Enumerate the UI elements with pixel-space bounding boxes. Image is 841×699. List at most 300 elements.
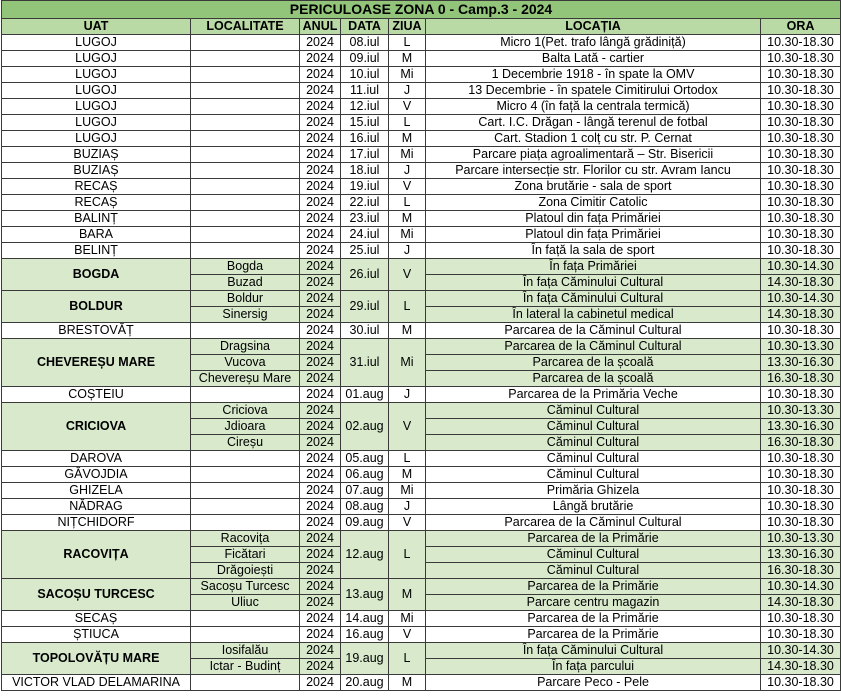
- cell-anul[interactable]: 2024: [300, 355, 341, 371]
- cell-anul[interactable]: 2024: [300, 227, 341, 243]
- table-row: [2, 675, 841, 691]
- cell-ziua[interactable]: Mi: [389, 227, 426, 243]
- table-row: [2, 467, 841, 483]
- cell-locatia[interactable]: Căminul Cultural: [426, 547, 761, 563]
- cell-anul[interactable]: 2024: [300, 163, 341, 179]
- cell-localitate[interactable]: Racovița: [191, 531, 300, 547]
- cell-localitate[interactable]: Boldur: [191, 291, 300, 307]
- cell-ziua[interactable]: V: [389, 627, 426, 643]
- table-row: [2, 643, 841, 659]
- cell-localitate[interactable]: Sacoșu Turcesc: [191, 579, 300, 595]
- cell-uat[interactable]: RECAȘ: [2, 195, 191, 211]
- cell-ziua[interactable]: L: [389, 195, 426, 211]
- cell-ora[interactable]: 10.30-13.30: [761, 403, 841, 419]
- header-data[interactable]: DATA: [341, 19, 389, 35]
- cell-anul[interactable]: 2024: [300, 659, 341, 675]
- cell-ora[interactable]: 10.30-18.30: [761, 243, 841, 259]
- cell-anul[interactable]: 2024: [300, 195, 341, 211]
- cell-ziua[interactable]: Mi: [389, 483, 426, 499]
- cell-data[interactable]: 01.aug: [341, 387, 389, 403]
- cell-locatia[interactable]: Parcarea de la Căminul Cultural: [426, 339, 761, 355]
- cell-locatia[interactable]: Căminul Cultural: [426, 403, 761, 419]
- cell-ora[interactable]: 10.30-14.30: [761, 291, 841, 307]
- cell-ziua[interactable]: J: [389, 83, 426, 99]
- cell-ora[interactable]: 16.30-18.30: [761, 371, 841, 387]
- cell-anul[interactable]: 2024: [300, 499, 341, 515]
- table-row: [2, 35, 841, 51]
- cell-ora[interactable]: 14.30-18.30: [761, 595, 841, 611]
- cell-localitate[interactable]: Sinersig: [191, 307, 300, 323]
- cell-localitate[interactable]: Chevereșu Mare: [191, 371, 300, 387]
- cell-locatia[interactable]: Micro 4 (în față la centrala termică): [426, 99, 761, 115]
- cell-data[interactable]: 09.iul: [341, 51, 389, 67]
- cell-localitate[interactable]: Uliuc: [191, 595, 300, 611]
- cell-data[interactable]: 08.aug: [341, 499, 389, 515]
- cell-locatia[interactable]: Căminul Cultural: [426, 435, 761, 451]
- cell-locatia[interactable]: Parcare intersecție str. Florilor cu str. Avram Iancu: [426, 163, 761, 179]
- cell-ziua[interactable]: L: [389, 451, 426, 467]
- cell-data[interactable]: 14.aug: [341, 611, 389, 627]
- cell-localitate[interactable]: [191, 515, 300, 531]
- table-row: [2, 323, 841, 339]
- cell-anul[interactable]: 2024: [300, 579, 341, 595]
- cell-uat[interactable]: GHIZELA: [2, 483, 191, 499]
- cell-localitate[interactable]: Ficătari: [191, 547, 300, 563]
- table-title[interactable]: PERICULOASE ZONA 0 - Camp.3 - 2024: [2, 1, 841, 19]
- cell-anul[interactable]: 2024: [300, 99, 341, 115]
- cell-uat[interactable]: LUGOJ: [2, 67, 191, 83]
- cell-uat[interactable]: BARA: [2, 227, 191, 243]
- cell-locatia[interactable]: Căminul Cultural: [426, 563, 761, 579]
- cell-ziua[interactable]: V: [389, 515, 426, 531]
- cell-ziua[interactable]: V: [389, 403, 426, 451]
- cell-ziua[interactable]: L: [389, 115, 426, 131]
- title-row: [2, 1, 841, 19]
- cell-ora[interactable]: 10.30-14.30: [761, 259, 841, 275]
- cell-uat[interactable]: SACOȘU TURCESC: [2, 579, 191, 611]
- table-row: [2, 115, 841, 131]
- cell-ora[interactable]: 10.30-18.30: [761, 515, 841, 531]
- cell-uat[interactable]: LUGOJ: [2, 83, 191, 99]
- cell-locatia[interactable]: Cart. Stadion 1 colț cu str. P. Cernat: [426, 131, 761, 147]
- cell-ora[interactable]: 10.30-18.30: [761, 467, 841, 483]
- cell-localitate[interactable]: Criciova: [191, 403, 300, 419]
- cell-locatia[interactable]: Primăria Ghizela: [426, 483, 761, 499]
- cell-anul[interactable]: 2024: [300, 451, 341, 467]
- cell-ora[interactable]: 13.30-16.30: [761, 547, 841, 563]
- cell-ziua[interactable]: V: [389, 259, 426, 291]
- cell-uat[interactable]: LUGOJ: [2, 131, 191, 147]
- cell-uat[interactable]: CHEVEREȘU MARE: [2, 339, 191, 387]
- cell-uat[interactable]: CRICIOVA: [2, 403, 191, 451]
- cell-anul[interactable]: 2024: [300, 547, 341, 563]
- cell-ora[interactable]: 13.30-16.30: [761, 355, 841, 371]
- cell-ziua[interactable]: J: [389, 387, 426, 403]
- cell-ora[interactable]: 16.30-18.30: [761, 435, 841, 451]
- cell-localitate[interactable]: [191, 227, 300, 243]
- cell-locatia[interactable]: Căminul Cultural: [426, 467, 761, 483]
- cell-anul[interactable]: 2024: [300, 467, 341, 483]
- cell-data[interactable]: 19.aug: [341, 643, 389, 675]
- cell-locatia[interactable]: Parcarea de la Primărie: [426, 531, 761, 547]
- cell-anul[interactable]: 2024: [300, 307, 341, 323]
- cell-locatia[interactable]: În fața Primăriei: [426, 259, 761, 275]
- cell-localitate[interactable]: [191, 499, 300, 515]
- cell-anul[interactable]: 2024: [300, 371, 341, 387]
- cell-ziua[interactable]: M: [389, 675, 426, 691]
- cell-localitate[interactable]: Vucova: [191, 355, 300, 371]
- cell-data[interactable]: 13.aug: [341, 579, 389, 611]
- cell-locatia[interactable]: În fața Căminului Cultural: [426, 643, 761, 659]
- cell-localitate[interactable]: [191, 131, 300, 147]
- cell-ziua[interactable]: Mi: [389, 67, 426, 83]
- cell-data[interactable]: 17.iul: [341, 147, 389, 163]
- cell-localitate[interactable]: [191, 195, 300, 211]
- cell-ora[interactable]: 10.30-18.30: [761, 67, 841, 83]
- cell-ora[interactable]: 13.30-16.30: [761, 419, 841, 435]
- cell-locatia[interactable]: Platoul din fața Primăriei: [426, 211, 761, 227]
- cell-uat[interactable]: BUZIAȘ: [2, 147, 191, 163]
- cell-ora[interactable]: 10.30-18.30: [761, 611, 841, 627]
- cell-data[interactable]: 29.iul: [341, 291, 389, 323]
- cell-localitate[interactable]: [191, 243, 300, 259]
- cell-ora[interactable]: 10.30-18.30: [761, 675, 841, 691]
- cell-uat[interactable]: LUGOJ: [2, 51, 191, 67]
- cell-uat[interactable]: SECAȘ: [2, 611, 191, 627]
- table-row: [2, 499, 841, 515]
- cell-uat[interactable]: BALINȚ: [2, 211, 191, 227]
- table-row: [2, 179, 841, 195]
- cell-ziua[interactable]: M: [389, 131, 426, 147]
- cell-ziua[interactable]: Mi: [389, 147, 426, 163]
- cell-anul[interactable]: 2024: [300, 291, 341, 307]
- cell-localitate[interactable]: [191, 99, 300, 115]
- cell-anul[interactable]: 2024: [300, 419, 341, 435]
- cell-ziua[interactable]: L: [389, 291, 426, 323]
- cell-anul[interactable]: 2024: [300, 611, 341, 627]
- header-row: [2, 19, 841, 35]
- header-localitate[interactable]: LOCALITATE: [191, 19, 300, 35]
- cell-ora[interactable]: 10.30-18.30: [761, 499, 841, 515]
- cell-uat[interactable]: BUZIAȘ: [2, 163, 191, 179]
- cell-locatia[interactable]: În fața parcului: [426, 659, 761, 675]
- cell-localitate[interactable]: [191, 163, 300, 179]
- cell-uat[interactable]: NĂDRAG: [2, 499, 191, 515]
- table-row: [2, 51, 841, 67]
- header-ora[interactable]: ORA: [761, 19, 841, 35]
- cell-locatia[interactable]: Parcarea de la Primăria Veche: [426, 387, 761, 403]
- cell-anul[interactable]: 2024: [300, 259, 341, 275]
- table-row: [2, 451, 841, 467]
- cell-localitate[interactable]: Cireșu: [191, 435, 300, 451]
- cell-ora[interactable]: 14.30-18.30: [761, 659, 841, 675]
- cell-data[interactable]: 02.aug: [341, 403, 389, 451]
- spreadsheet: [1, 0, 840, 691]
- cell-ora[interactable]: 10.30-14.30: [761, 643, 841, 659]
- cell-locatia[interactable]: Parcarea de la școală: [426, 355, 761, 371]
- cell-anul[interactable]: 2024: [300, 595, 341, 611]
- table-row: [2, 515, 841, 531]
- cell-uat[interactable]: RECAȘ: [2, 179, 191, 195]
- cell-localitate[interactable]: [191, 483, 300, 499]
- cell-locatia[interactable]: Zona Cimitir Catolic: [426, 195, 761, 211]
- cell-ziua[interactable]: L: [389, 35, 426, 51]
- cell-uat[interactable]: LUGOJ: [2, 99, 191, 115]
- cell-uat[interactable]: ȘTIUCA: [2, 627, 191, 643]
- cell-ora[interactable]: 10.30-18.30: [761, 483, 841, 499]
- cell-data[interactable]: 10.iul: [341, 67, 389, 83]
- cell-locatia[interactable]: Lângă brutărie: [426, 499, 761, 515]
- cell-locatia[interactable]: Parcarea de la Primărie: [426, 627, 761, 643]
- cell-ora[interactable]: 10.30-18.30: [761, 195, 841, 211]
- cell-localitate[interactable]: [191, 83, 300, 99]
- cell-data[interactable]: 23.iul: [341, 211, 389, 227]
- cell-data[interactable]: 18.iul: [341, 163, 389, 179]
- cell-data[interactable]: 26.iul: [341, 259, 389, 291]
- table-row: [2, 147, 841, 163]
- table-row: [2, 83, 841, 99]
- cell-ora[interactable]: 10.30-18.30: [761, 387, 841, 403]
- cell-ora[interactable]: 10.30-18.30: [761, 627, 841, 643]
- cell-data[interactable]: 12.aug: [341, 531, 389, 579]
- header-uat[interactable]: UAT: [2, 19, 191, 35]
- cell-ora[interactable]: 10.30-18.30: [761, 227, 841, 243]
- cell-localitate[interactable]: Jdioara: [191, 419, 300, 435]
- cell-anul[interactable]: 2024: [300, 83, 341, 99]
- cell-data[interactable]: 20.aug: [341, 675, 389, 691]
- cell-locatia[interactable]: Parcarea de la Căminul Cultural: [426, 515, 761, 531]
- cell-locatia[interactable]: Platoul din fața Primăriei: [426, 227, 761, 243]
- cell-ora[interactable]: 10.30-18.30: [761, 179, 841, 195]
- cell-locatia[interactable]: Parcarea de la Căminul Cultural: [426, 323, 761, 339]
- cell-localitate[interactable]: Dragsina: [191, 339, 300, 355]
- cell-ziua[interactable]: L: [389, 531, 426, 579]
- cell-localitate[interactable]: [191, 387, 300, 403]
- cell-ora[interactable]: 10.30-18.30: [761, 211, 841, 227]
- cell-ora[interactable]: 10.30-18.30: [761, 131, 841, 147]
- table-row: [2, 627, 841, 643]
- cell-locatia[interactable]: Căminul Cultural: [426, 451, 761, 467]
- cell-anul[interactable]: 2024: [300, 115, 341, 131]
- table-row: [2, 131, 841, 147]
- cell-anul[interactable]: 2024: [300, 51, 341, 67]
- table-row: [2, 163, 841, 179]
- cell-uat[interactable]: COȘTEIU: [2, 387, 191, 403]
- cell-data[interactable]: 19.iul: [341, 179, 389, 195]
- cell-locatia[interactable]: În lateral la cabinetul medical: [426, 307, 761, 323]
- cell-ziua[interactable]: M: [389, 579, 426, 611]
- cell-localitate[interactable]: [191, 675, 300, 691]
- cell-data[interactable]: 11.iul: [341, 83, 389, 99]
- cell-uat[interactable]: GĂVOJDIA: [2, 467, 191, 483]
- cell-localitate[interactable]: Bogda: [191, 259, 300, 275]
- cell-anul[interactable]: 2024: [300, 435, 341, 451]
- cell-locatia[interactable]: În fața Căminului Cultural: [426, 291, 761, 307]
- cell-data[interactable]: 09.aug: [341, 515, 389, 531]
- cell-ora[interactable]: 10.30-18.30: [761, 115, 841, 131]
- cell-locatia[interactable]: Balta Lată - cartier: [426, 51, 761, 67]
- table-row: [2, 67, 841, 83]
- cell-anul[interactable]: 2024: [300, 531, 341, 547]
- cell-ziua[interactable]: J: [389, 499, 426, 515]
- cell-anul[interactable]: 2024: [300, 323, 341, 339]
- table-row: [2, 579, 841, 595]
- cell-data[interactable]: 31.iul: [341, 339, 389, 387]
- cell-locatia[interactable]: În față la sala de sport: [426, 243, 761, 259]
- cell-ziua[interactable]: J: [389, 163, 426, 179]
- cell-localitate[interactable]: Ictar - Budinț: [191, 659, 300, 675]
- cell-ziua[interactable]: V: [389, 99, 426, 115]
- cell-localitate[interactable]: Iosifalău: [191, 643, 300, 659]
- cell-data[interactable]: 16.aug: [341, 627, 389, 643]
- cell-data[interactable]: 12.iul: [341, 99, 389, 115]
- cell-locatia[interactable]: Parcarea de la Primărie: [426, 611, 761, 627]
- cell-uat[interactable]: LUGOJ: [2, 115, 191, 131]
- cell-anul[interactable]: 2024: [300, 35, 341, 51]
- cell-localitate[interactable]: [191, 323, 300, 339]
- header-ziua[interactable]: ZIUA: [389, 19, 426, 35]
- cell-ziua[interactable]: L: [389, 643, 426, 675]
- cell-anul[interactable]: 2024: [300, 211, 341, 227]
- cell-anul[interactable]: 2024: [300, 387, 341, 403]
- cell-ora[interactable]: 10.30-18.30: [761, 323, 841, 339]
- cell-localitate[interactable]: [191, 35, 300, 51]
- cell-uat[interactable]: VICTOR VLAD DELAMARINA: [2, 675, 191, 691]
- cell-data[interactable]: 07.aug: [341, 483, 389, 499]
- cell-localitate[interactable]: [191, 115, 300, 131]
- cell-locatia[interactable]: Parcarea de la școală: [426, 371, 761, 387]
- cell-locatia[interactable]: Parcare centru magazin: [426, 595, 761, 611]
- cell-uat[interactable]: RACOVIȚA: [2, 531, 191, 579]
- cell-anul[interactable]: 2024: [300, 147, 341, 163]
- cell-anul[interactable]: 2024: [300, 675, 341, 691]
- cell-ora[interactable]: 14.30-18.30: [761, 275, 841, 291]
- cell-ora[interactable]: 10.30-14.30: [761, 579, 841, 595]
- cell-locatia[interactable]: Micro 1(Pet. trafo lângă grădiniță): [426, 35, 761, 51]
- cell-locatia[interactable]: 13 Decembrie - în spatele Cimitirului Ortodox: [426, 83, 761, 99]
- cell-localitate[interactable]: [191, 627, 300, 643]
- cell-localitate[interactable]: [191, 451, 300, 467]
- table-row: [2, 243, 841, 259]
- cell-data[interactable]: 05.aug: [341, 451, 389, 467]
- cell-locatia[interactable]: În fața Căminului Cultural: [426, 275, 761, 291]
- header-anul[interactable]: ANUL: [300, 19, 341, 35]
- cell-locatia[interactable]: Parcarea de la Primărie: [426, 579, 761, 595]
- cell-locatia[interactable]: Parcare piața agroalimentară – Str. Bisericii: [426, 147, 761, 163]
- cell-ziua[interactable]: Mi: [389, 611, 426, 627]
- cell-anul[interactable]: 2024: [300, 643, 341, 659]
- cell-localitate[interactable]: [191, 147, 300, 163]
- cell-data[interactable]: 15.iul: [341, 115, 389, 131]
- cell-localitate[interactable]: [191, 211, 300, 227]
- table-row: [2, 531, 841, 547]
- cell-ora[interactable]: 16.30-18.30: [761, 563, 841, 579]
- cell-ora[interactable]: 10.30-18.30: [761, 83, 841, 99]
- cell-ora[interactable]: 10.30-18.30: [761, 163, 841, 179]
- cell-uat[interactable]: LUGOJ: [2, 35, 191, 51]
- cell-anul[interactable]: 2024: [300, 627, 341, 643]
- cell-ziua[interactable]: M: [389, 211, 426, 227]
- cell-anul[interactable]: 2024: [300, 515, 341, 531]
- cell-locatia[interactable]: Căminul Cultural: [426, 419, 761, 435]
- cell-ziua[interactable]: Mi: [389, 339, 426, 387]
- cell-uat[interactable]: TOPOLOVĂȚU MARE: [2, 643, 191, 675]
- cell-ziua[interactable]: M: [389, 51, 426, 67]
- table-row: [2, 227, 841, 243]
- cell-data[interactable]: 22.iul: [341, 195, 389, 211]
- table-row: [2, 611, 841, 627]
- cell-uat[interactable]: BELINȚ: [2, 243, 191, 259]
- table-body: [2, 35, 841, 691]
- cell-locatia[interactable]: Cart. I.C. Drăgan - lângă terenul de fotbal: [426, 115, 761, 131]
- cell-ora[interactable]: 10.30-18.30: [761, 35, 841, 51]
- cell-data[interactable]: 30.iul: [341, 323, 389, 339]
- table-row: [2, 291, 841, 307]
- cell-ziua[interactable]: J: [389, 243, 426, 259]
- cell-anul[interactable]: 2024: [300, 275, 341, 291]
- cell-ora[interactable]: 10.30-13.30: [761, 531, 841, 547]
- cell-ora[interactable]: 10.30-18.30: [761, 51, 841, 67]
- cell-uat[interactable]: DAROVA: [2, 451, 191, 467]
- table-row: [2, 483, 841, 499]
- cell-anul[interactable]: 2024: [300, 563, 341, 579]
- table-row: [2, 195, 841, 211]
- cell-data[interactable]: 24.iul: [341, 227, 389, 243]
- cell-data[interactable]: 16.iul: [341, 131, 389, 147]
- table-row: [2, 259, 841, 275]
- cell-anul[interactable]: 2024: [300, 403, 341, 419]
- table-row: [2, 211, 841, 227]
- table-row: [2, 339, 841, 355]
- cell-locatia[interactable]: 1 Decembrie 1918 - în spate la OMV: [426, 67, 761, 83]
- cell-data[interactable]: 25.iul: [341, 243, 389, 259]
- cell-anul[interactable]: 2024: [300, 243, 341, 259]
- cell-ora[interactable]: 10.30-18.30: [761, 99, 841, 115]
- cell-ora[interactable]: 14.30-18.30: [761, 307, 841, 323]
- cell-anul[interactable]: 2024: [300, 483, 341, 499]
- cell-ziua[interactable]: V: [389, 179, 426, 195]
- cell-anul[interactable]: 2024: [300, 131, 341, 147]
- cell-localitate[interactable]: [191, 67, 300, 83]
- cell-anul[interactable]: 2024: [300, 339, 341, 355]
- cell-uat[interactable]: BRESTOVĂȚ: [2, 323, 191, 339]
- cell-locatia[interactable]: Zona brutărie - sala de sport: [426, 179, 761, 195]
- schedule-table: [1, 0, 841, 691]
- cell-localitate[interactable]: Drăgoiești: [191, 563, 300, 579]
- cell-uat[interactable]: NIȚCHIDORF: [2, 515, 191, 531]
- table-row: [2, 99, 841, 115]
- cell-localitate[interactable]: [191, 611, 300, 627]
- cell-localitate[interactable]: [191, 179, 300, 195]
- cell-ora[interactable]: 10.30-13.30: [761, 339, 841, 355]
- cell-data[interactable]: 08.iul: [341, 35, 389, 51]
- cell-anul[interactable]: 2024: [300, 67, 341, 83]
- table-row: [2, 403, 841, 419]
- cell-uat[interactable]: BOGDA: [2, 259, 191, 291]
- cell-ziua[interactable]: M: [389, 323, 426, 339]
- cell-locatia[interactable]: Parcare Peco - Pele: [426, 675, 761, 691]
- cell-ziua[interactable]: M: [389, 467, 426, 483]
- cell-data[interactable]: 06.aug: [341, 467, 389, 483]
- cell-anul[interactable]: 2024: [300, 179, 341, 195]
- cell-localitate[interactable]: Buzad: [191, 275, 300, 291]
- cell-uat[interactable]: BOLDUR: [2, 291, 191, 323]
- cell-localitate[interactable]: [191, 467, 300, 483]
- cell-ora[interactable]: 10.30-18.30: [761, 451, 841, 467]
- header-locatia[interactable]: LOCAȚIA: [426, 19, 761, 35]
- cell-ora[interactable]: 10.30-18.30: [761, 147, 841, 163]
- cell-localitate[interactable]: [191, 51, 300, 67]
